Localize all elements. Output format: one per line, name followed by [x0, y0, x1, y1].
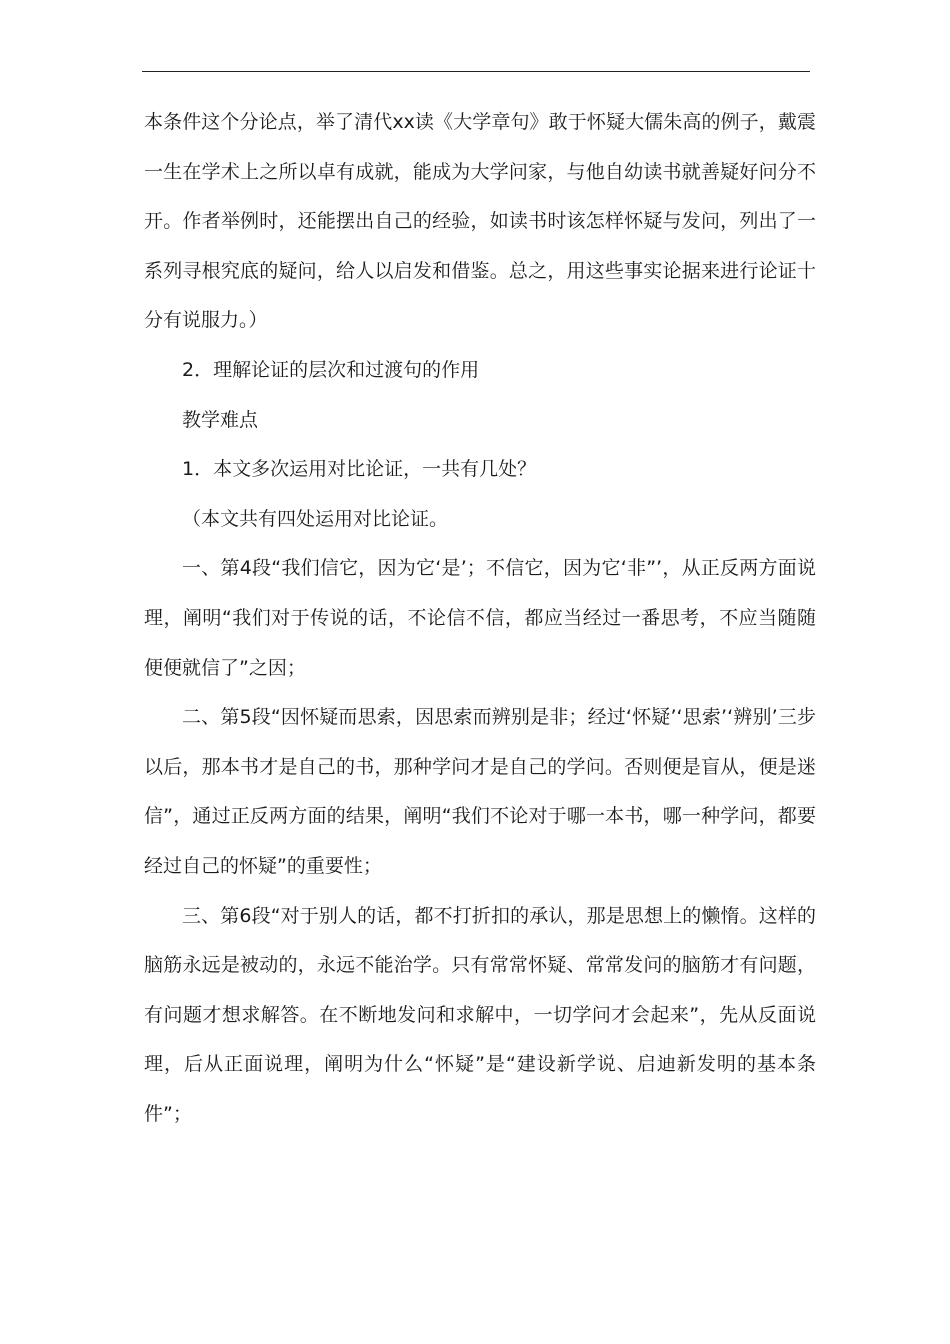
- header-rule: [142, 71, 810, 72]
- paragraph-6: 一、第4段“我们信它，因为它‘是’；不信它，因为它‘非”’，从正反两方面说理，阐明“我们对于传说的话，不论信不信，都应当经过一番思考，不应当随随便便就信了”之因；: [144, 557, 816, 679]
- paragraph-4: 1．本文多次运用对比论证，一共有几处？: [182, 458, 537, 481]
- paragraph-3: 教学难点: [182, 408, 259, 431]
- paragraph-2: 2．理解论证的层次和过渡句的作用: [182, 358, 480, 381]
- paragraph-8: 三、第6段“对于别人的话，都不打折扣的承认，那是思想上的懒惰。这样的脑筋永远是被动的，永远不能治学。只有常常怀疑、常常发问的脑筋才有问题，有问题才想求解答。在不断地发问和求解中，一切学问才会起来”，先从反面说理，后从正面说理，阐明为什么“怀疑”是“建设新学说、启迪新发明的基本条件”；: [144, 904, 816, 1125]
- paragraph-5: （本文共有四处运用对比论证。: [182, 507, 449, 530]
- paragraph-7: 二、第5段“因怀疑而思索，因思索而辨别是非；经过‘怀疑’‘思索’‘辨别’三步以后，那本书才是自己的书，那种学问才是自己的学问。否则便是盲从，便是迷信”，通过正反两方面的结果，阐明“我们不论对于哪一本书，哪一种学问，都要经过自己的怀疑”的重要性；: [144, 706, 816, 877]
- paragraph-1: 本条件这个分论点，举了清代xx读《大学章句》敢于怀疑大儒朱高的例子，戴震一生在学术上之所以卓有成就，能成为大学问家，与他自幼读书就善疑好问分不开。作者举例时，还能摆出自己的经验，如读书时该怎样怀疑与发问，列出了一系列寻根究底的疑问，给人以启发和借鉴。总之，用这些事实论据来进行论证十分有说服力。）: [144, 111, 816, 332]
- document-body: [144, 98, 816, 1139]
